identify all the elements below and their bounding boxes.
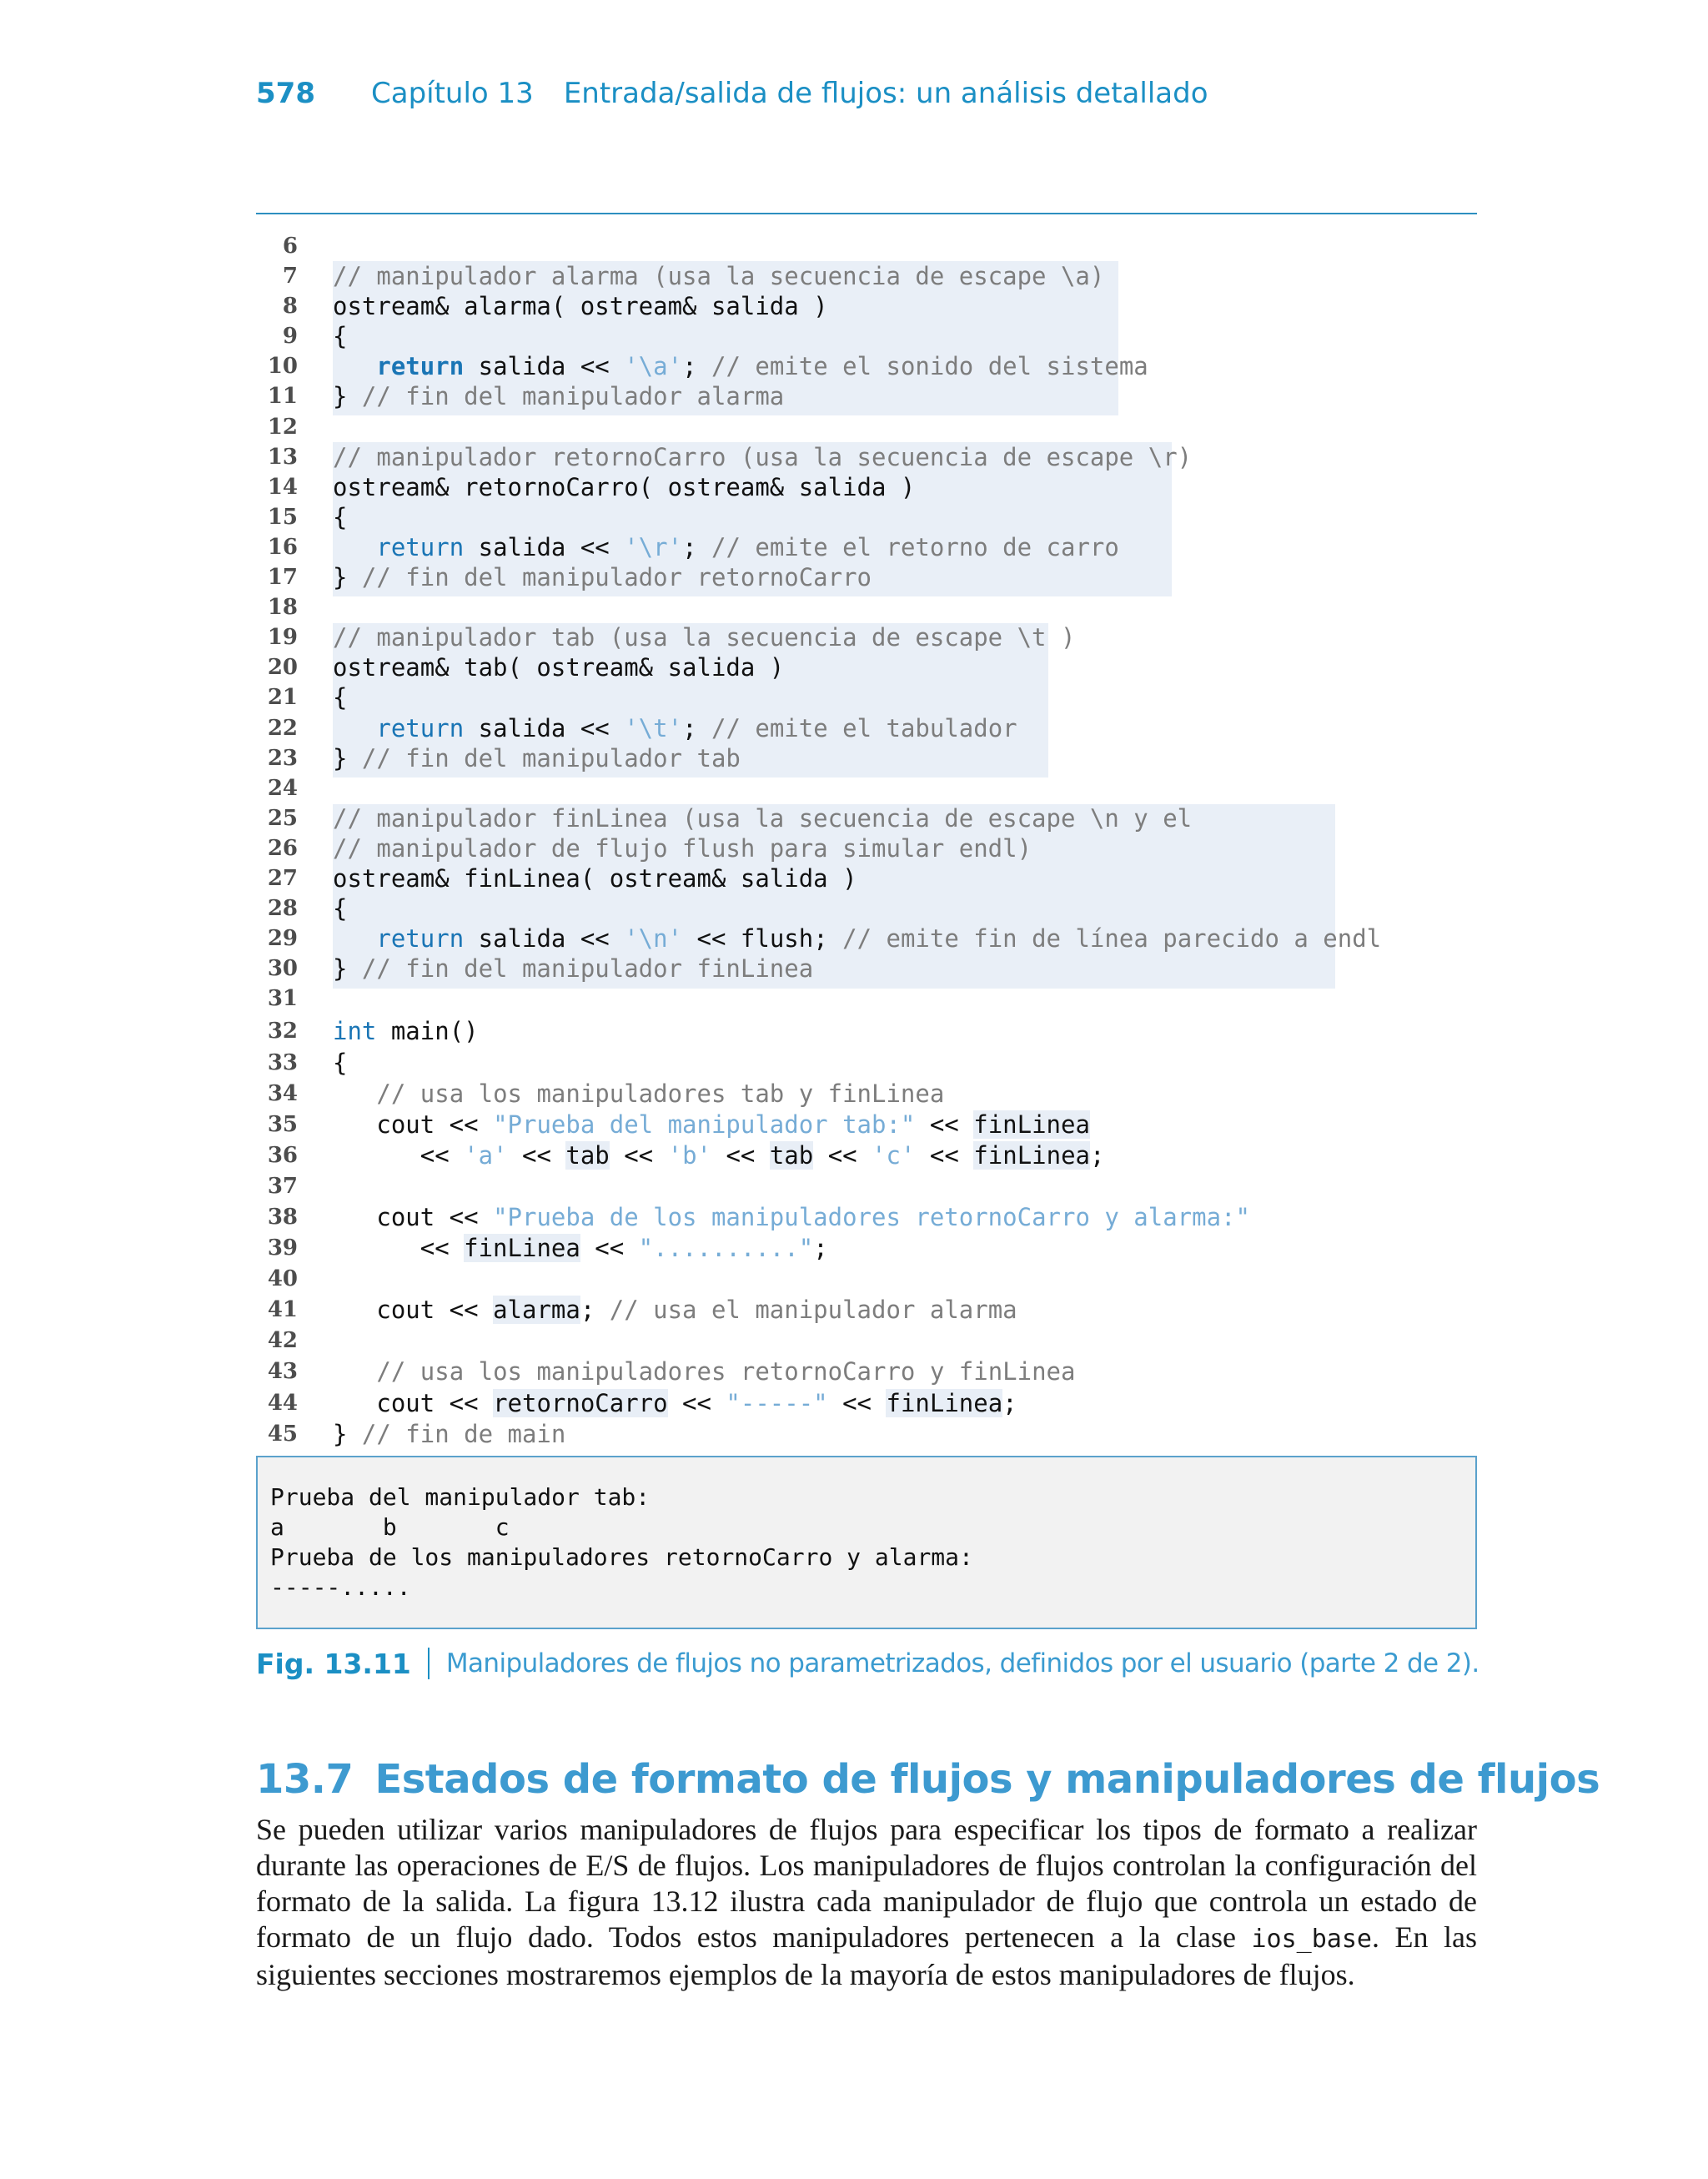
code-manipulator: finLinea [886, 1388, 1003, 1417]
code-line [256, 351, 1477, 381]
code-comment: // emite el tabulador [711, 713, 1017, 742]
chapter-number: Capítulo 13 [371, 77, 534, 110]
code-literal: ".........." [638, 1234, 814, 1263]
line-number: 41 [267, 1297, 298, 1323]
code-comment: // usa los manipuladores retornoCarro y finLinea [376, 1357, 1076, 1386]
line-number: 42 [267, 1328, 298, 1354]
code-text [333, 833, 1032, 863]
line-number: 28 [267, 896, 298, 922]
code-line [256, 1079, 1477, 1110]
line-number: 14 [267, 474, 298, 500]
code-token [333, 1357, 376, 1386]
code-token: ; [1002, 1388, 1017, 1417]
code-token: main() [376, 1017, 479, 1046]
output-line: Prueba del manipulador tab: [270, 1483, 651, 1511]
code-text [333, 954, 813, 984]
code-comment: // usa el manipulador alarma [609, 1296, 1017, 1325]
code-manipulator: finLinea [464, 1234, 580, 1263]
line-number: 27 [267, 865, 298, 891]
line-number: 26 [267, 835, 298, 861]
code-token: << [333, 1140, 465, 1170]
header-rule [256, 213, 1477, 214]
code-token: << [915, 1110, 974, 1139]
code-line [256, 442, 1477, 472]
code-keyword: int [333, 1017, 377, 1046]
code-token: } [333, 1419, 362, 1448]
code-token: ; [813, 1234, 828, 1263]
figure-label: Fig. 13.11 [256, 1647, 411, 1680]
code-text [333, 1356, 1075, 1386]
code-token [333, 714, 376, 742]
code-comment: // emite el retorno de carro [711, 532, 1119, 561]
code-token: << [667, 1388, 726, 1417]
line-number: 29 [267, 926, 298, 952]
code-token: { [333, 894, 348, 923]
code-token: { [333, 1048, 348, 1077]
code-line [256, 984, 1477, 1014]
code-line [256, 954, 1477, 984]
figure-caption [256, 1645, 1479, 1682]
code-keyword: return [376, 352, 465, 381]
code-token: ostream& alarma( ostream& salida ) [333, 292, 828, 321]
code-literal: "Prueba del manipulador tab:" [493, 1110, 916, 1139]
line-number: 43 [267, 1359, 298, 1385]
code-text [333, 1295, 1017, 1325]
code-comment: // fin del manipulador finLinea [361, 954, 814, 984]
code-line [256, 863, 1477, 893]
code-token: ; [1090, 1140, 1105, 1170]
code-text [333, 682, 347, 712]
code-literal: '\a' [624, 352, 683, 381]
code-text [333, 1140, 1104, 1170]
code-line [256, 1140, 1477, 1171]
code-literal: 'a' [464, 1140, 508, 1170]
code-comment: // fin del manipulador retornoCarro [361, 563, 872, 592]
output-line: a b c [270, 1513, 510, 1541]
code-token [333, 1079, 376, 1108]
code-line [256, 923, 1477, 954]
code-text [333, 803, 1192, 833]
line-number: 37 [267, 1173, 298, 1199]
code-line [256, 622, 1477, 652]
line-number: 18 [267, 595, 298, 621]
code-text [333, 472, 915, 502]
code-token: ; [682, 713, 711, 742]
code-line [256, 1110, 1477, 1140]
code-text [333, 743, 741, 773]
section-heading [256, 1750, 1600, 1809]
code-manipulator: tab [769, 1140, 814, 1170]
caption-text: Manipuladores de flujos no parametrizados, definidos por el usuario (parte 2 de 2). [445, 1648, 1479, 1678]
code-comment: // fin del manipulador alarma [361, 382, 785, 411]
code-line [256, 291, 1477, 321]
line-number: 21 [267, 685, 298, 711]
code-text [333, 1419, 565, 1449]
code-keyword: return [376, 532, 465, 561]
code-comment: // fin de main [361, 1419, 566, 1448]
code-token: cout << [333, 1203, 494, 1231]
line-number: 25 [267, 805, 298, 831]
line-number: 44 [267, 1390, 298, 1416]
code-token: cout << [333, 1296, 494, 1325]
code-token: salida << [464, 924, 625, 954]
code-keyword: return [376, 713, 465, 742]
line-number: 38 [267, 1205, 298, 1230]
code-token: cout << [333, 1388, 494, 1417]
line-number: 40 [267, 1266, 298, 1292]
code-token: } [333, 563, 362, 592]
code-token: ; [682, 352, 711, 381]
line-number: 23 [267, 745, 298, 771]
code-token [333, 924, 376, 953]
code-text [333, 1016, 479, 1046]
code-line [256, 803, 1477, 833]
line-number: 22 [267, 715, 298, 741]
code-line [256, 682, 1477, 712]
line-number: 10 [267, 354, 298, 380]
code-token: << flush; [682, 924, 843, 954]
code-token: ; [682, 532, 711, 561]
code-line [256, 1048, 1477, 1079]
output-line: Prueba de los manipuladores retornoCarro y alarma: [270, 1543, 973, 1571]
code-line [256, 381, 1477, 411]
code-comment: // emite el sonido del sistema [711, 352, 1148, 381]
section-title: Estados de formato de flujos y manipuladores de flujos [374, 1756, 1600, 1803]
code-token: ostream& retornoCarro( ostream& salida ) [333, 472, 916, 501]
code-token: salida << [464, 713, 625, 742]
code-text [333, 1233, 828, 1263]
code-manipulator: retornoCarro [493, 1388, 668, 1417]
code-line [256, 1016, 1477, 1047]
code-text [333, 502, 347, 532]
code-literal: '\t' [624, 713, 683, 742]
code-token: } [333, 382, 362, 411]
code-token: ostream& tab( ostream& salida ) [333, 653, 785, 682]
code-text [333, 923, 1381, 954]
line-number: 12 [267, 414, 298, 440]
code-line [256, 743, 1477, 773]
code-token: << [915, 1140, 974, 1170]
paragraph-text: Se pueden utilizar varios manipuladores de flujos para especificar los tipos de formato a realizar durante las operaciones de E/S de flujos. Los manipuladores de flujos controlan la configuración del formato de la salida. La figura 13.12 ilustra cada manipulador de flujo que controla un estado de formato de un flujo dado. Todos estos manipuladores pertenecen a la clase [256, 1813, 1477, 1954]
line-number: 15 [267, 504, 298, 530]
code-line [256, 1356, 1477, 1387]
code-line [256, 231, 1477, 261]
code-token: << [813, 1140, 872, 1170]
code-line [256, 562, 1477, 592]
code-token: salida << [464, 352, 625, 381]
page-number: 578 [256, 77, 315, 110]
code-comment: // manipulador de flujo flush para simular endl) [333, 833, 1032, 863]
code-manipulator: alarma [493, 1296, 580, 1325]
code-line [256, 1171, 1477, 1202]
line-number: 8 [282, 294, 298, 320]
code-line [256, 592, 1477, 622]
code-text [333, 893, 347, 923]
code-keyword: return [376, 924, 465, 954]
line-number: 11 [267, 384, 298, 410]
code-line [256, 412, 1477, 442]
code-text [333, 713, 1017, 743]
code-line [256, 321, 1477, 351]
code-manipulator: finLinea [973, 1110, 1090, 1139]
code-comment: // usa los manipuladores tab y finLinea [376, 1079, 945, 1108]
code-comment: // manipulador retornoCarro (usa la secuencia de escape \r) [333, 442, 1193, 471]
code-token: { [333, 683, 348, 712]
code-line [256, 1388, 1477, 1419]
code-line [256, 1202, 1477, 1233]
code-text [333, 381, 784, 411]
code-token: << [333, 1234, 465, 1263]
code-token: { [333, 502, 348, 531]
code-line [256, 1326, 1477, 1356]
code-text [333, 1388, 1017, 1418]
code-text [333, 1048, 347, 1078]
code-token: ostream& finLinea( ostream& salida ) [333, 863, 857, 893]
line-number: 34 [267, 1080, 298, 1106]
code-line [256, 472, 1477, 502]
line-number: 31 [267, 986, 298, 1012]
code-text [333, 291, 828, 321]
code-token: cout << [333, 1110, 494, 1139]
line-number: 30 [267, 956, 298, 982]
code-literal: '\r' [624, 532, 683, 561]
code-line [256, 1295, 1477, 1326]
line-number: 32 [267, 1019, 298, 1044]
line-number: 33 [267, 1049, 298, 1075]
body-paragraph [256, 1812, 1477, 1993]
line-number: 6 [282, 234, 298, 259]
code-token: salida << [464, 532, 625, 561]
code-text [333, 532, 1119, 562]
code-literal: 'b' [667, 1140, 711, 1170]
code-text [333, 622, 1075, 652]
code-comment: // manipulador alarma (usa la secuencia de escape \a) [333, 262, 1105, 291]
line-number: 17 [267, 565, 298, 591]
code-line [256, 833, 1477, 863]
chapter-title: Entrada/salida de flujos: un análisis detallado [563, 77, 1208, 110]
code-token: << [711, 1140, 770, 1170]
code-literal: "-----" [726, 1388, 828, 1417]
code-listing [256, 231, 1477, 1450]
code-comment: // fin del manipulador tab [361, 743, 741, 772]
line-number: 24 [267, 775, 298, 801]
line-number: 36 [267, 1142, 298, 1168]
code-comment: // manipulador finLinea (usa la secuencia de escape \n y el [333, 803, 1193, 833]
code-token [333, 352, 376, 380]
line-number: 45 [267, 1421, 298, 1447]
code-manipulator: tab [565, 1140, 610, 1170]
code-token: << [827, 1388, 887, 1417]
paragraph-text: . En las siguientes secciones mostraremos ejemplos de la mayoría de estos manipuladores de flujos. [256, 1920, 1477, 1991]
code-text [333, 1079, 944, 1109]
code-line [256, 1264, 1477, 1295]
code-literal: '\n' [624, 924, 683, 954]
code-text [333, 863, 857, 893]
caption-divider [428, 1648, 430, 1679]
code-text [333, 562, 872, 592]
section-number: 13.7 [256, 1756, 354, 1803]
code-text [333, 442, 1192, 472]
code-line [256, 893, 1477, 923]
code-line [256, 773, 1477, 803]
code-token: { [333, 322, 348, 351]
code-line [256, 713, 1477, 743]
code-literal: 'c' [872, 1140, 916, 1170]
code-text [333, 1202, 1250, 1232]
code-text [333, 321, 347, 351]
code-token: << [580, 1234, 639, 1263]
code-line [256, 502, 1477, 532]
code-line [256, 261, 1477, 291]
code-token: << [507, 1140, 566, 1170]
line-number: 20 [267, 655, 298, 681]
line-number: 7 [282, 264, 298, 289]
code-manipulator: finLinea [973, 1140, 1090, 1170]
line-number: 35 [267, 1111, 298, 1137]
code-token [333, 533, 376, 561]
code-text [333, 1110, 1090, 1140]
code-token: << [609, 1140, 668, 1170]
program-output [256, 1456, 1477, 1629]
inline-code: ios_base [1251, 1925, 1372, 1954]
code-token: } [333, 954, 362, 984]
line-number: 39 [267, 1235, 298, 1261]
code-line [256, 1233, 1477, 1264]
line-number: 9 [282, 324, 298, 350]
line-number: 13 [267, 444, 298, 470]
code-comment: // manipulador tab (usa la secuencia de escape \t ) [333, 623, 1076, 652]
code-comment: // emite fin de línea parecido a endl [842, 924, 1382, 954]
code-token: ; [580, 1296, 610, 1325]
code-text [333, 351, 1148, 381]
line-number: 19 [267, 625, 298, 651]
code-token: } [333, 743, 362, 772]
code-text [333, 261, 1104, 291]
output-line: -----..... [270, 1573, 411, 1601]
code-line [256, 652, 1477, 682]
code-line [256, 1419, 1477, 1450]
code-literal: "Prueba de los manipuladores retornoCarro y alarma:" [493, 1203, 1250, 1231]
running-header [256, 77, 1208, 122]
code-line [256, 532, 1477, 562]
line-number: 16 [267, 534, 298, 560]
code-text [333, 652, 784, 682]
